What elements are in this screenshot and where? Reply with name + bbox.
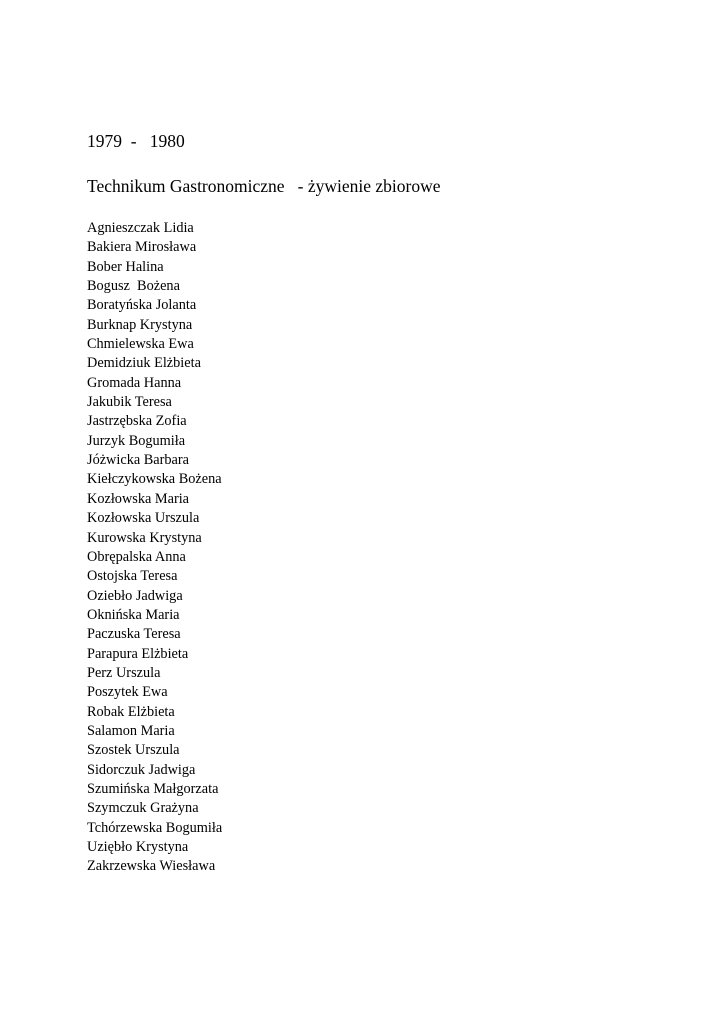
student-name: Jastrzębska Zofia: [87, 413, 187, 430]
student-name: Jurzyk Bogumiła: [87, 432, 186, 449]
student-name: Chmielewska Ewa: [87, 336, 194, 353]
student-name: Uziębło Krystyna: [87, 839, 189, 855]
student-name: Kozłowska Maria: [87, 490, 190, 507]
student-name: Poszytek Ewa: [87, 684, 168, 701]
student-name: Oknińska Maria: [87, 606, 180, 623]
student-name: Szumińska Małgorzata: [87, 780, 219, 797]
school-years-heading: 1979 - 1980: [87, 131, 185, 151]
school-program-heading: Technikum Gastronomiczne - żywienie zbiorowe: [87, 176, 441, 196]
student-name: Ostojska Teresa: [87, 568, 178, 585]
student-name: Bakiera Mirosława: [87, 239, 197, 256]
student-names-list: [87, 219, 222, 877]
student-name: Kurowska Krystyna: [87, 529, 202, 546]
student-name: Kiełczykowska Bożena: [87, 471, 222, 488]
student-name: Paczuska Teresa: [87, 626, 181, 643]
student-name: Demidziuk Elżbieta: [87, 355, 201, 372]
student-name: Burknap Krystyna: [87, 316, 193, 333]
student-name: Perz Urszula: [87, 664, 161, 681]
student-name: Salamon Maria: [87, 722, 175, 739]
student-name: Sidorczuk Jadwiga: [87, 761, 196, 778]
student-name: Parapura Elżbieta: [87, 645, 189, 662]
student-name: Szymczuk Grażyna: [87, 800, 199, 817]
student-name: Kozłowska Urszula: [87, 510, 200, 527]
student-name: Oziebło Jadwiga: [87, 587, 183, 604]
student-name: Obrępalska Anna: [87, 548, 186, 565]
student-name: Robak Elżbieta: [87, 703, 175, 720]
student-name: Jakubik Teresa: [87, 394, 172, 411]
student-name: Zakrzewska Wiesława: [87, 858, 216, 875]
student-name: Tchórzewska Bogumiła: [87, 819, 223, 836]
student-name: Bober Halina: [87, 258, 164, 275]
student-name: Agnieszczak Lidia: [87, 220, 194, 236]
student-name: Jóżwicka Barbara: [87, 452, 190, 469]
student-name: Szostek Urszula: [87, 742, 180, 759]
student-name: Gromada Hanna: [87, 374, 182, 391]
student-name: Bogusz Bożena: [87, 278, 180, 295]
student-name: Boratyńska Jolanta: [87, 297, 197, 314]
